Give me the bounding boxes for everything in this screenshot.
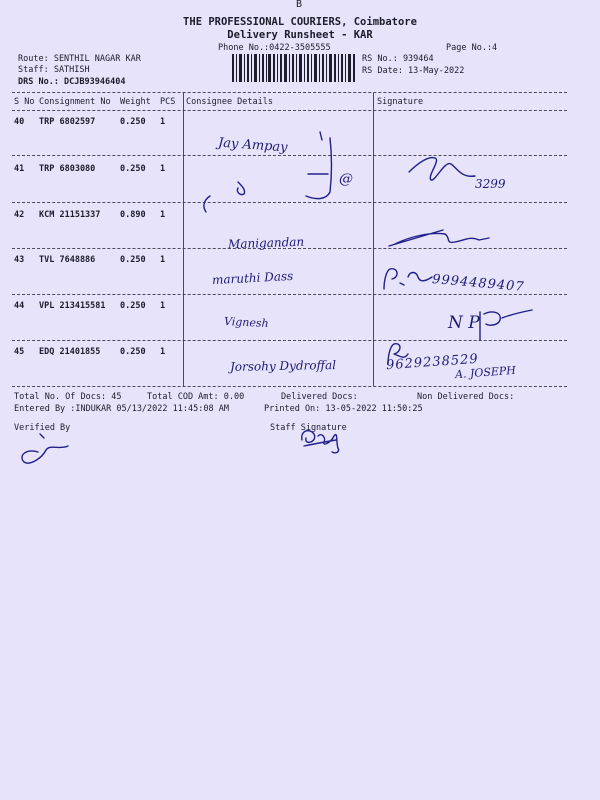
route-label: Route: SENTHIL NAGAR KAR bbox=[18, 54, 141, 64]
total-docs: Total No. Of Docs: 45 bbox=[14, 392, 122, 402]
row-44-pcs: 1 bbox=[160, 301, 166, 311]
row-40-weight: 0.250 bbox=[120, 117, 146, 127]
row-41-bracket-scrawl bbox=[198, 130, 368, 210]
row-42-pcs: 1 bbox=[160, 210, 166, 220]
row-45-signature-name: A. JOSEPH bbox=[454, 363, 517, 382]
row-44-consignment: VPL 213415581 bbox=[39, 301, 106, 311]
row-43-phone-handwriting: 9994489407 bbox=[431, 271, 526, 296]
row-41-sno: 41 bbox=[14, 164, 25, 174]
row-45-consignment: EDQ 21401855 bbox=[39, 347, 101, 357]
col-header-consignee: Consignee Details bbox=[186, 97, 273, 107]
col-header-weight: Weight bbox=[120, 97, 151, 107]
row-43-signature bbox=[380, 263, 440, 293]
page-number: Page No.:4 bbox=[446, 43, 498, 53]
printed-on: Printed On: 13-05-2022 11:50:25 bbox=[264, 404, 423, 414]
row-42-consignment: KCM 21151337 bbox=[39, 210, 101, 220]
row-40-consignee-handwriting: Jay Ampay bbox=[217, 135, 289, 156]
total-cod: Total COD Amt: 0.00 bbox=[147, 392, 245, 402]
row-42-consignee-handwriting: Manigandan bbox=[227, 234, 305, 252]
entered-by: Entered By :INDUKAR 05/13/2022 11:45:08 AM bbox=[14, 404, 229, 414]
row-44-weight: 0.250 bbox=[120, 301, 146, 311]
delivered-docs: Delivered Docs: bbox=[281, 392, 358, 402]
row-43-pcs: 1 bbox=[160, 255, 166, 265]
staff-signature-label: Staff Signature bbox=[270, 423, 347, 433]
drs-number: DRS No.: DCJB93946404 bbox=[18, 77, 126, 87]
col-header-sno: S No bbox=[14, 97, 35, 107]
header-mark: B bbox=[296, 0, 303, 10]
col-header-pcs: PCS bbox=[160, 97, 176, 107]
row-41-signature bbox=[405, 152, 525, 192]
row-43-consignment: TVL 7648886 bbox=[39, 255, 96, 265]
col-divider-signature bbox=[373, 93, 374, 386]
row-41-signature-number: 3299 bbox=[475, 177, 506, 191]
row-45-weight: 0.250 bbox=[120, 347, 146, 357]
row-44-consignee-handwriting: Vignesh bbox=[223, 314, 269, 331]
row-42-sno: 42 bbox=[14, 210, 25, 220]
row-42-signature bbox=[385, 226, 495, 256]
company-title: THE PROFESSIONAL COURIERS, Coimbatore bbox=[183, 16, 417, 28]
row-43-rule bbox=[12, 294, 567, 295]
col-header-consignment: Consignment No bbox=[39, 97, 111, 107]
table-bottom-rule bbox=[12, 386, 567, 387]
rs-number: RS No.: 939464 bbox=[362, 54, 434, 64]
phone-number: Phone No.:0422-3505555 bbox=[218, 43, 331, 53]
row-43-sno: 43 bbox=[14, 255, 25, 265]
row-44-sno: 44 bbox=[14, 301, 25, 311]
row-41-consignment: TRP 6803080 bbox=[39, 164, 96, 174]
barcode-icon bbox=[232, 54, 356, 82]
row-45-phone-handwriting: 9629238529 bbox=[385, 351, 480, 374]
non-delivered-docs: Non Delivered Docs: bbox=[417, 392, 515, 402]
verified-by-signature bbox=[16, 428, 76, 468]
row-44-signature: N P bbox=[448, 313, 480, 333]
col-divider-consignee bbox=[183, 93, 184, 386]
col-header-signature: Signature bbox=[377, 97, 424, 107]
row-42-weight: 0.890 bbox=[120, 210, 146, 220]
table-top-rule bbox=[12, 92, 567, 93]
row-41-pcs: 1 bbox=[160, 164, 166, 174]
row-45-consignee-handwriting: Jorsohy Dydroffal bbox=[229, 358, 337, 374]
row-40-consignment: TRP 6802597 bbox=[39, 117, 96, 127]
row-40-sno: 40 bbox=[14, 117, 25, 127]
table-header-rule bbox=[12, 110, 567, 111]
staff-label: Staff: SATHISH bbox=[18, 65, 90, 75]
row-41-handwritten-mark: @ bbox=[339, 171, 353, 187]
row-43-consignee-handwriting: maruthi Dass bbox=[211, 268, 294, 288]
row-45-sno: 45 bbox=[14, 347, 25, 357]
verified-by-label: Verified By bbox=[14, 423, 71, 433]
staff-signature bbox=[296, 424, 356, 454]
row-45-pcs: 1 bbox=[160, 347, 166, 357]
row-43-weight: 0.250 bbox=[120, 255, 146, 265]
row-40-pcs: 1 bbox=[160, 117, 166, 127]
runsheet-subtitle: Delivery Runsheet - KAR bbox=[227, 29, 373, 41]
row-44-signature-flourish bbox=[440, 308, 540, 348]
rs-date: RS Date: 13-May-2022 bbox=[362, 66, 465, 76]
row-41-weight: 0.250 bbox=[120, 164, 146, 174]
